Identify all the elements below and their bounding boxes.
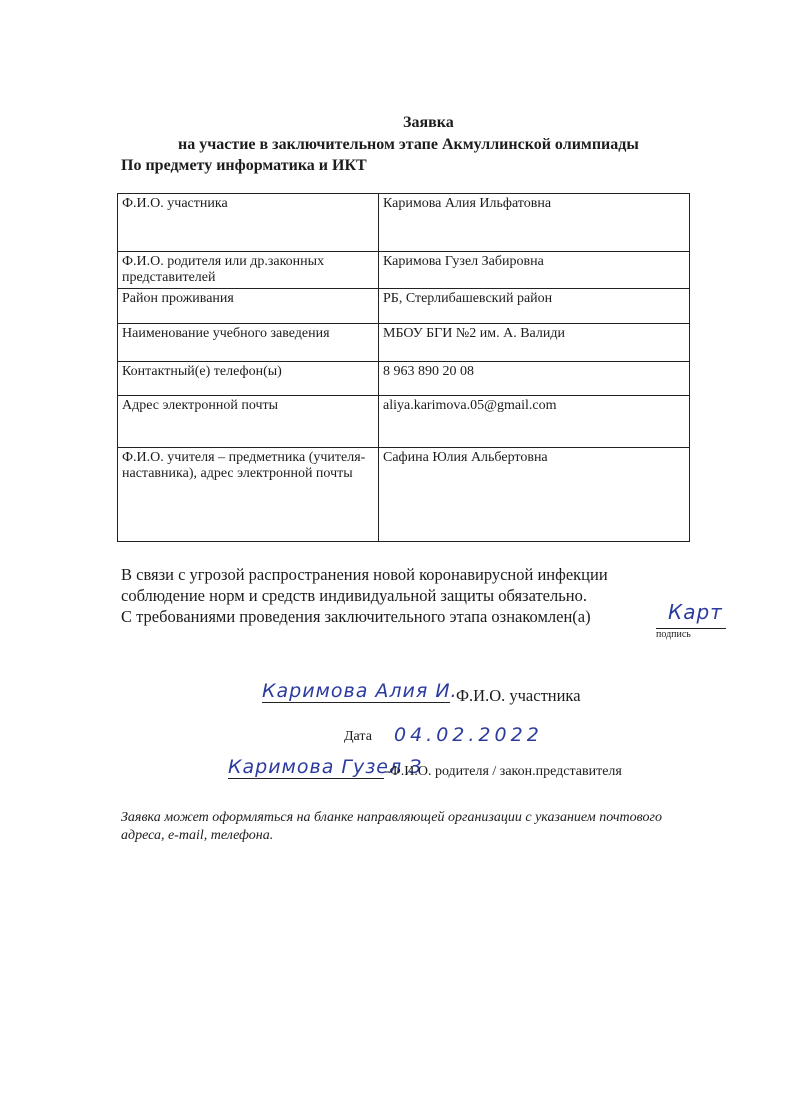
form-value: 8 963 890 20 08 xyxy=(379,362,690,396)
form-label: Район проживания xyxy=(118,289,379,324)
date-label: Дата xyxy=(344,729,372,744)
table-row xyxy=(118,396,690,448)
participant-name-handwritten: Каримова Алия И. xyxy=(262,680,458,702)
form-value: Каримова Гузел Забировна xyxy=(379,252,690,289)
parent-name-handwritten: Каримова Гузел З xyxy=(228,756,423,778)
document-subtitle: на участие в заключительном этапе Акмуллинской олимпиады xyxy=(178,136,639,153)
table-row xyxy=(118,362,690,396)
document-title: Заявка xyxy=(403,114,454,131)
notice-line-1: В связи с угрозой распространения новой коронавирусной инфекции xyxy=(121,565,608,584)
form-value: aliya.karimova.05@gmail.com xyxy=(379,396,690,448)
form-value: Каримова Алия Ильфатовна xyxy=(379,194,690,252)
notice-line-3: С требованиями проведения заключительного этапа ознакомлен(а) xyxy=(121,607,591,626)
form-label: Ф.И.О. учителя – предметника (учителя-наставника), адрес электронной почты xyxy=(118,448,379,542)
form-label: Ф.И.О. родителя или др.законных представителей xyxy=(118,252,379,289)
participant-signature: Карт xyxy=(668,600,723,624)
form-value: МБОУ БГИ №2 им. А. Валиди xyxy=(379,324,690,362)
form-value: Сафина Юлия Альбертовна xyxy=(379,448,690,542)
notice-line-2: соблюдение норм и средств индивидуальной защиты обязательно. xyxy=(121,586,587,605)
participant-name-label: Ф.И.О. участника xyxy=(456,686,581,705)
form-label: Ф.И.О. участника xyxy=(118,194,379,252)
form-label: Наименование учебного заведения xyxy=(118,324,379,362)
application-form-table xyxy=(117,193,690,542)
form-label: Адрес электронной почты xyxy=(118,396,379,448)
table-row xyxy=(118,324,690,362)
signature-caption: подпись xyxy=(656,629,691,640)
table-row xyxy=(118,289,690,324)
table-row xyxy=(118,194,690,252)
footer-note: Заявка может оформляться на бланке направляющей организации с указанием почтового адреса, e-mail, телефона. xyxy=(121,810,662,843)
form-value: РБ, Стерлибашевский район xyxy=(379,289,690,324)
table-row xyxy=(118,252,690,289)
document-subject: По предмету информатика и ИКТ xyxy=(121,157,367,174)
form-label: Контактный(е) телефон(ы) xyxy=(118,362,379,396)
parent-name-label: -Ф.И.О. родителя / закон.представителя xyxy=(385,764,622,779)
table-row xyxy=(118,448,690,542)
date-handwritten: 04.02.2022 xyxy=(394,724,543,746)
